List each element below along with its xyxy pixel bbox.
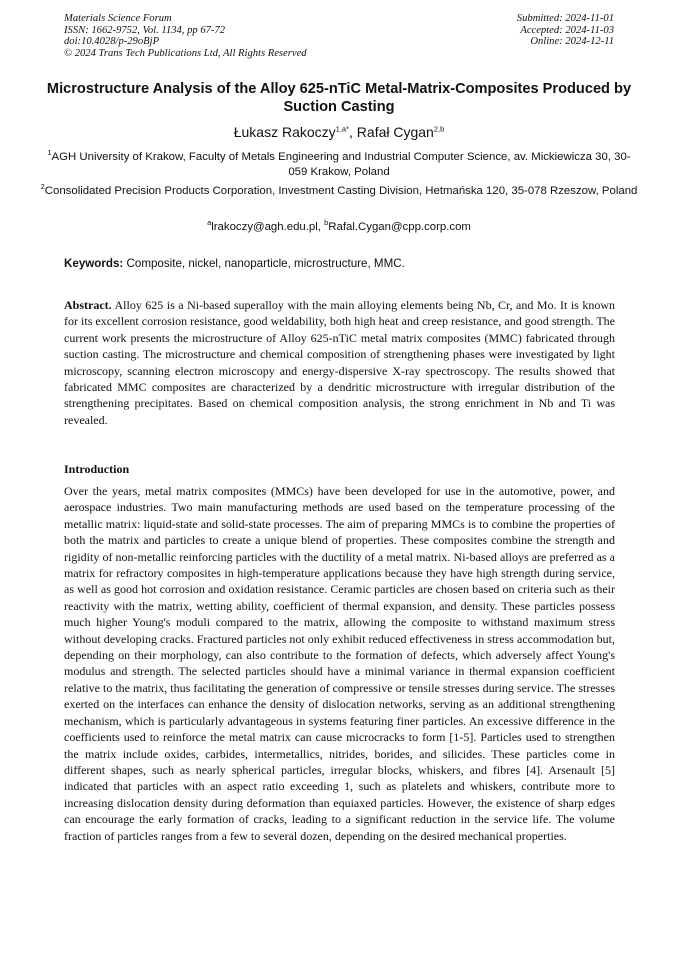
paper-title: Microstructure Analysis of the Alloy 625-nTiC Metal-Matrix-Composites Produced by Suction Casting bbox=[46, 81, 632, 115]
accepted-date: Accepted: 2024-11-03 bbox=[520, 24, 614, 36]
doi-line[interactable]: doi:10.4028/p-29oBjP bbox=[64, 36, 160, 48]
author-name: Rafał Cygan bbox=[356, 124, 434, 140]
section-heading: Introduction bbox=[64, 462, 130, 476]
author-superscript: 1,a* bbox=[335, 124, 350, 134]
affiliation-1 bbox=[40, 150, 638, 180]
submitted-date: Submitted: 2024-11-01 bbox=[516, 13, 614, 24]
email-link[interactable]: Rafal.Cygan@cpp.corp.com bbox=[328, 221, 471, 233]
email-marker: b bbox=[324, 218, 329, 228]
author-superscript: 2,b bbox=[433, 124, 445, 134]
dates-header bbox=[517, 13, 614, 48]
email-separator: , bbox=[317, 221, 325, 233]
introduction-paragraph: Over the years, metal matrix composites (MMCs) have been developed for use in the automotive, power, and aerospace industries. Two main manufacturing methods are used based on the temperature processing of the metallic matrix: liquid-state and solid-state processes. The aim of preparing MMCs is to combine the properties of both the matrix and particles to create a unique blend of properties. These composites combine the strength and rigidity of non-metallic reinforcing particles with the ductility of a metal matrix. Ni-based alloys are preferred as a matrix for refractory composites in high-temperature applications because they have high strength during service, as well as good hot corrosion and oxidation resistance. Ceramic particles are chosen based on criteria such as their reactivity with the matrix, wetting ability, coefficient of thermal expansion, and density. These particles possess much higher Young's moduli compared to the matrix, allowing the composite to withstand maximum stress without developing cracks. Fractured particles not only exhibit reduced effectiveness in stress accommodation but, depending on their morphology, can also contribute to the formation of defects, which adversely affect Young's modulus and strength. The selected particles should have a minimal variance in thermal expansion coefficient relative to the matrix, thus facilitating the generation of compressive or tensile stresses during service. The stresses exerted on the interfaces can enhance the density of dislocation networks, serving as an additional strengthening mechanism, which is particularly advantageous in systems featuring finer particles. An excessive difference in the coefficients used to reinforce the metal matrix can cause microcracks to form [1-5]. Particles used to strengthen the matrix include oxides, carbides, intermetallics, nitrides, borides, and silicides. These particles come in different shapes, such as nearly spherical particles, irregular blocks, whiskers, and fibres [4]. Arsenault [5] indicated that particles with an aspect ratio exceeding 1, such as platelets and whiskers, contribute more to increasing dislocation density during deformation than equiaxed particles. However, the existence of sharp edges can encourage the early formation of cracks, leading to a significant reduction in the service life. The volume fraction of particles ranges from a few to several dozen, depending on the desired mechanical properties. bbox=[64, 484, 615, 843]
author-name: Łukasz Rakoczy bbox=[233, 124, 336, 140]
email-marker: a bbox=[207, 218, 212, 228]
affiliation-number: 2 bbox=[40, 182, 45, 192]
keywords bbox=[64, 257, 405, 270]
online-date: Online: 2024-12-11 bbox=[530, 36, 614, 48]
journal-name: Materials Science Forum bbox=[64, 13, 172, 24]
author-separator: , bbox=[349, 124, 357, 140]
journal-header bbox=[64, 13, 307, 59]
keywords-text: Composite, nickel, nanoparticle, microstructure, MMC. bbox=[123, 257, 405, 270]
keywords-label: Keywords: bbox=[64, 257, 124, 270]
affiliation-2 bbox=[40, 184, 638, 199]
affiliation-text: Consolidated Precision Products Corporation, Investment Casting Division, Hetmańska 120, 35-078 Rzeszow, Poland bbox=[44, 185, 638, 197]
abstract-text: Alloy 625 is a Ni-based superalloy with the main alloying elements being Nb, Cr, and Mo. It is known for its excellent corrosion resistance, good weldability, both high heat and creep resistance, and good strength. The current work presents the microstructure of Alloy 625-nTiC metal matrix composites (MMC) fabricated through suction casting. The microstructure and chemical composition of strengthening phases were investigated by light microscopy, scanning electron microscopy and energy-dispersive X-ray spectroscopy. The results showed that fabricated MMC composites are characterized by a dendritic microstructure with irregular distribution of the strengthening precipitates. Based on chemical composition analysis, the strong enrichment in Nb and Ti was revealed. bbox=[64, 298, 615, 427]
author-line bbox=[40, 124, 638, 141]
email-line bbox=[40, 220, 638, 235]
abstract bbox=[64, 297, 615, 428]
abstract-label: Abstract. bbox=[64, 298, 112, 312]
affiliation-number: 1 bbox=[47, 148, 52, 158]
email-link[interactable]: lrakoczy@agh.edu.pl bbox=[211, 221, 318, 233]
affiliation-text: AGH University of Krakow, Faculty of Metals Engineering and Industrial Computer Science, av. Mickiewicza 30, 30-059 Krakow, Poland bbox=[51, 151, 631, 178]
copyright-line: © 2024 Trans Tech Publications Ltd, All Rights Reserved bbox=[64, 47, 307, 59]
issn-line: ISSN: 1662-9752, Vol. 1134, pp 67-72 bbox=[64, 24, 226, 36]
